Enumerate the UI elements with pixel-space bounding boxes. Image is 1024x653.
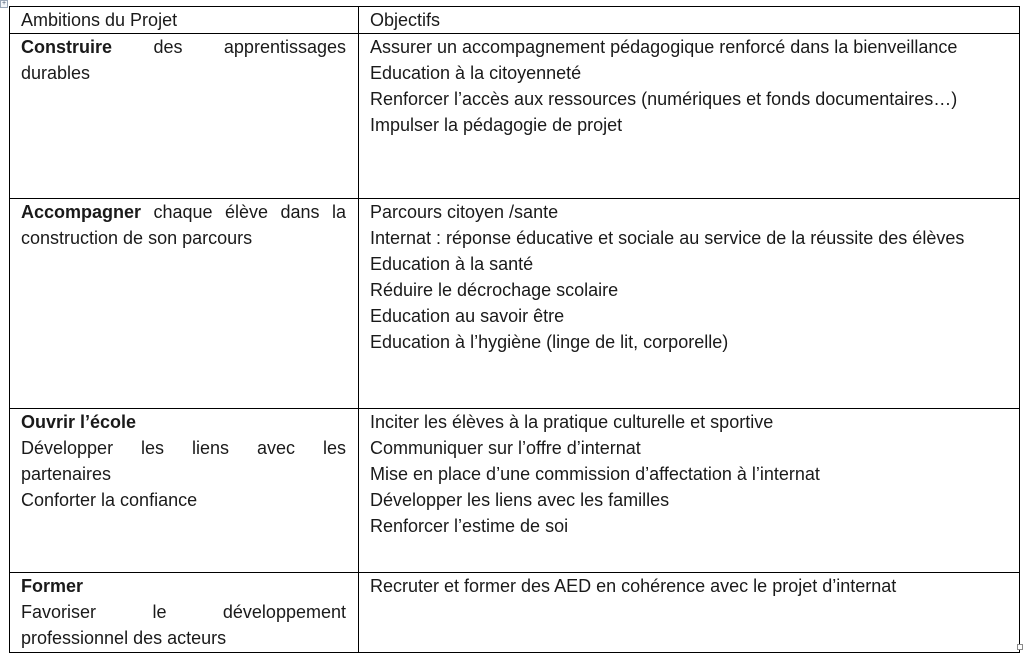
ambition-rest: chaque élève dans la construction de son parcours (21, 202, 346, 248)
objectif-item: Recruter et former des AED en cohérence avec le projet d’internat (370, 576, 897, 596)
ambition-rest: des apprentissages durables (21, 37, 346, 83)
objectifs-cell (359, 409, 1020, 573)
project-table (9, 6, 1020, 653)
objectif-item: Education à la citoyenneté (370, 63, 582, 83)
header-ambitions: Ambitions du Projet (10, 7, 359, 34)
ambition-keyword: Ouvrir l’école (21, 412, 137, 432)
ambition-text (21, 573, 346, 599)
ambition-keyword: Construire (21, 37, 113, 57)
objectif-item: Réduire le décrochage scolaire (370, 280, 619, 300)
table-row (10, 573, 1020, 653)
objectif-item: Internat : réponse éducative et sociale au service de la réussite des élèves (370, 228, 965, 248)
table-row (10, 34, 1020, 199)
objectif-item: Renforcer l’accès aux ressources (numériques et fonds documentaires…) (370, 89, 958, 109)
objectifs-cell (359, 34, 1020, 199)
ambition-text (21, 34, 346, 86)
objectif-item: Impulser la pédagogie de projet (370, 115, 623, 135)
table-move-handle-icon[interactable]: + (1, 0, 7, 7)
objectif-item: Education au savoir être (370, 306, 565, 326)
objectifs-cell (359, 199, 1020, 409)
objectif-item: Communiquer sur l’offre d’internat (370, 438, 641, 458)
ambition-line: Favoriser le développement professionnel des acteurs (21, 602, 346, 648)
objectif-item: Education à la santé (370, 254, 534, 274)
ambition-cell (10, 199, 359, 409)
table-header-row (10, 7, 1020, 34)
table-row (10, 409, 1020, 573)
table-row (10, 199, 1020, 409)
ambition-line: Développer les liens avec les partenaires (21, 438, 346, 484)
objectifs-cell (359, 573, 1020, 653)
ambition-text (21, 199, 346, 251)
ambition-text (21, 409, 346, 435)
ambition-line: Conforter la confiance (21, 490, 198, 510)
header-objectifs: Objectifs (359, 7, 1020, 34)
objectif-item: Renforcer l’estime de soi (370, 516, 569, 536)
table-resize-handle-icon[interactable] (1017, 644, 1023, 650)
objectif-item: Education à l’hygiène (linge de lit, corporelle) (370, 332, 729, 352)
ambition-cell (10, 409, 359, 573)
ambition-keyword: Accompagner (21, 202, 142, 222)
objectif-item: Mise en place d’une commission d’affectation à l’internat (370, 464, 820, 484)
ambition-keyword: Former (21, 576, 84, 596)
objectif-item: Inciter les élèves à la pratique culturelle et sportive (370, 412, 774, 432)
ambition-cell (10, 573, 359, 653)
objectif-item: Développer les liens avec les familles (370, 490, 670, 510)
ambition-cell (10, 34, 359, 199)
objectif-item: Parcours citoyen /sante (370, 202, 559, 222)
objectif-item: Assurer un accompagnement pédagogique renforcé dans la bienveillance (370, 37, 958, 57)
